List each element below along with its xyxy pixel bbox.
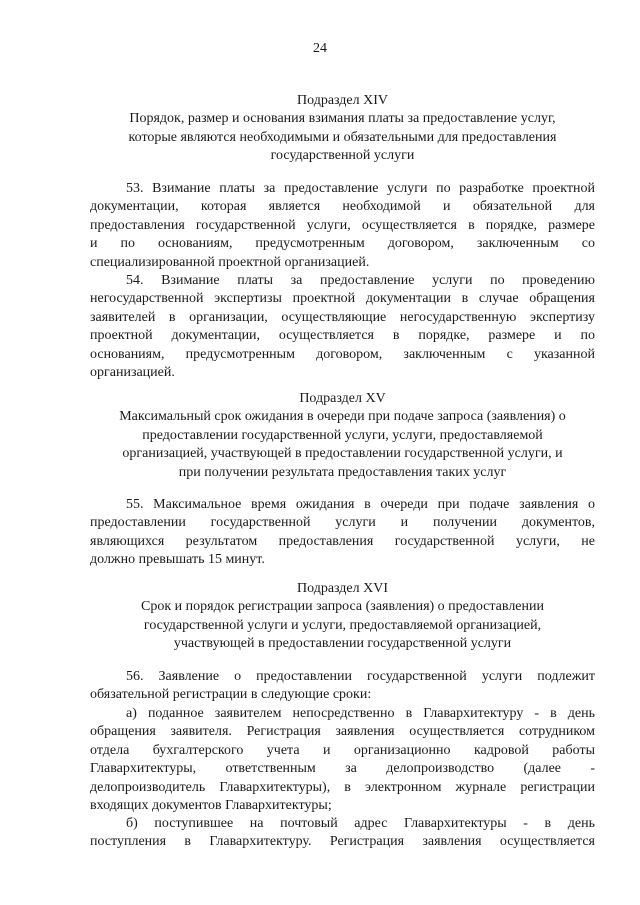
paragraph-line: а) поданное заявителем непосредственно в Главархитектуру - в день <box>126 706 595 721</box>
section-xv-header <box>90 390 595 482</box>
paragraph-line: должно превышать 15 минут. <box>90 552 265 568</box>
paragraph-53 <box>90 180 595 272</box>
paragraph-line: 54. Взимание платы за предоставление услуги по проведению <box>126 273 595 288</box>
paragraph-line: предоставления государственной услуги, осуществляется в порядке, размере <box>90 217 595 233</box>
paragraph-56-a <box>90 705 595 815</box>
paragraph-line: и по основаниям, предусмотренным договором, заключенным со <box>90 236 595 252</box>
paragraph-line: делопроизводитель Главархитектуры), в электронном журнале регистрации <box>90 779 595 795</box>
paragraph-line: 55. Максимальное время ожидания в очереди при подаче заявления о <box>126 497 595 512</box>
paragraph-line: заявителей в организации, осуществляющие негосударственную экспертизу <box>90 309 595 325</box>
section-title-line: при получении результата предоставления таких услуг <box>178 464 507 480</box>
paragraph-56 <box>90 668 595 705</box>
section-title-line: государственной услуги и услуги, предоставляемой организацией, <box>143 617 542 633</box>
paragraph-line: предоставлении государственной услуги и получении документов, <box>90 515 595 531</box>
section-title-line: государственной услуги <box>270 148 415 164</box>
section-title-line: Порядок, размер и основания взимания платы за предоставление услуг, <box>129 111 556 127</box>
paragraph-line: организацией. <box>90 365 175 381</box>
paragraph-line: отдела бухгалтерского учета и организационно кадровой работы <box>90 742 595 758</box>
section-xvi-header <box>90 580 595 654</box>
paragraph-55 <box>90 496 595 570</box>
section-heading: Подраздел XIV <box>296 93 389 108</box>
paragraph-line: обращения заявителя. Регистрация заявления осуществляется сотрудником <box>90 724 595 740</box>
paragraph-line: 56. Заявление о предоставлении государственной услуги подлежит <box>126 669 595 684</box>
paragraph-line: Главархитектуры, ответственным за делопроизводство (далее - <box>90 761 595 777</box>
section-title-line: участвующей в предоставлении государственной услуги <box>173 636 512 652</box>
paragraph-line: негосударственной экспертизы проектной документации в случае обращения <box>90 291 595 307</box>
page-number: 24 <box>313 41 327 56</box>
paragraph-line: поступления в Главархитектуру. Регистрация заявления осуществляется <box>90 834 595 850</box>
paragraph-line: документации, которая является необходимой и обязательной для <box>90 199 595 215</box>
paragraph-line: входящих документов Главархитектуры; <box>90 798 332 814</box>
section-heading: Подраздел XV <box>299 391 386 406</box>
section-title-line: которые являются необходимыми и обязательными для предоставления <box>128 129 557 145</box>
paragraph-56-b <box>90 815 595 852</box>
paragraph-line: обязательной регистрации в следующие сроки: <box>90 687 372 703</box>
paragraph-line: специализированной проектной организацией. <box>90 254 370 270</box>
paragraph-line: являющихся результатом предоставления государственной услуги, не <box>90 533 595 549</box>
paragraph-line: проектной документации, осуществляется в порядке, размере и по <box>90 328 595 344</box>
paragraph-line: 53. Взимание платы за предоставление услуги по разработке проектной <box>126 181 595 196</box>
paragraph-54 <box>90 272 595 382</box>
section-title-line: организацией, участвующей в предоставлении государственной услуги, и <box>122 446 563 462</box>
section-heading: Подраздел XVI <box>296 581 389 596</box>
section-title-line: Срок и порядок регистрации запроса (заявления) о предоставлении <box>141 599 544 615</box>
section-title-line: Максимальный срок ожидания в очереди при подаче запроса (заявления) о <box>119 409 566 425</box>
paragraph-line: б) поступившее на почтовый адрес Главархитектуры - в день <box>126 816 595 831</box>
section-title-line: предоставлении государственной услуги, услуги, предоставляемой <box>142 427 543 443</box>
section-xiv-header <box>90 92 595 166</box>
paragraph-line: основаниям, предусмотренным договором, заключенным с указанной <box>90 346 595 362</box>
